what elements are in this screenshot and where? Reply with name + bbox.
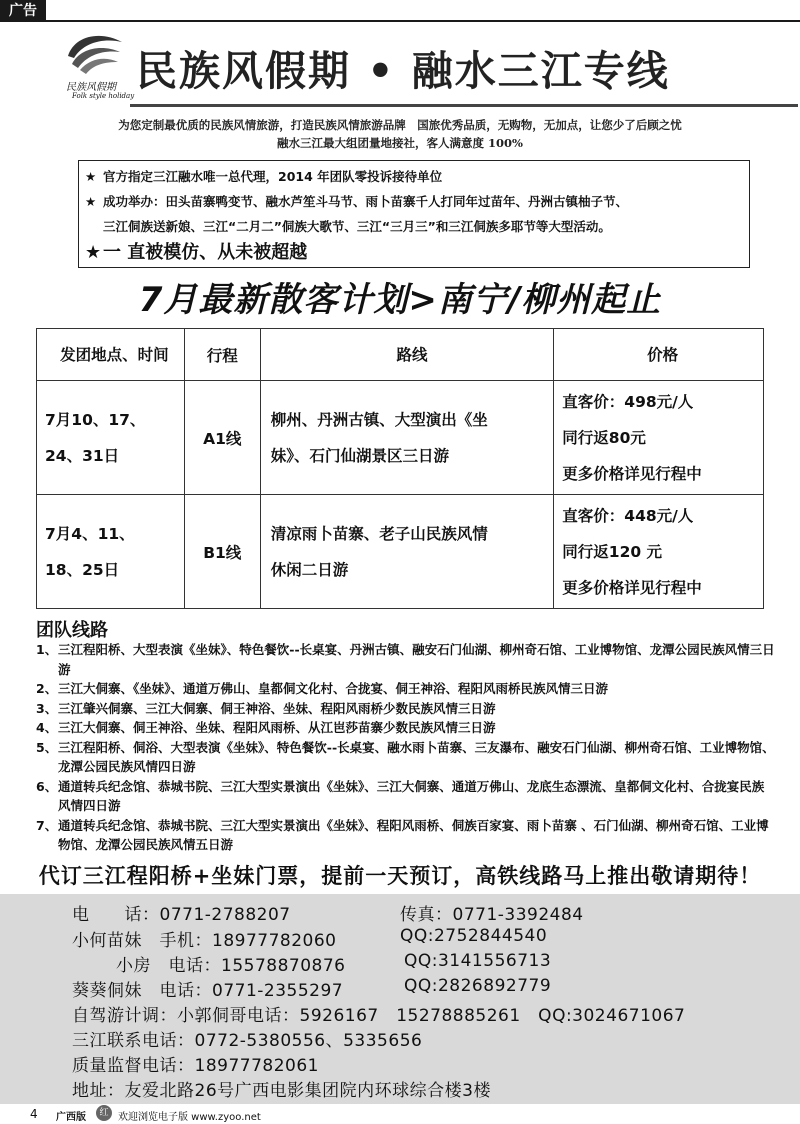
item-text: 三江程阳桥、大型表演《坐妹》、特色餐饮--长桌宴、丹洲古镇、融安石门仙湖、柳州奇石馆、工业博物馆、龙潭公园民族风情三日游: [58, 642, 775, 677]
header: [60, 28, 740, 108]
item-text: 通道转兵纪念馆、恭城书院、三江大型实景演出《坐妹》、程阳风雨桥、侗族百家宴、雨卜苗寨 、石门仙湖、柳州奇石馆、工业博物馆、龙潭公园民族风情五日游: [58, 817, 769, 852]
route-cell: [260, 381, 554, 495]
honor-text: 三江侗族送新娘、三江“二月二”侗族大歌节、三江“三月三”和三江侗族多耶节等大型活动。: [103, 219, 611, 234]
item-text: 通道转兵纪念馆、恭城书院、三江大型实景演出《坐妹》、三江大侗寨、通道万佛山、龙底生态漂流、皇都侗文化村、合拢宴民族风情四日游: [58, 778, 765, 813]
contact-panel: [0, 894, 800, 1104]
logo-en-text: Folk style holiday: [72, 92, 135, 100]
list-item: [36, 640, 776, 679]
route-line: 妹》、石门仙湖景区三日游: [270, 446, 449, 465]
promo-banner: 代订三江程阳桥+坐妹门票，提前一天预订，高铁线路马上推出敬请期待！: [38, 864, 762, 888]
page-title: 民族风假期 • 融水三江专线: [136, 47, 670, 95]
price-cell: [554, 381, 764, 495]
ad-tag-rule: [0, 20, 800, 22]
route-line: 清凉雨卜苗寨、老子山民族风情: [270, 524, 488, 543]
edition-label: 广西版: [56, 1112, 86, 1123]
honor-text: 官方指定三江融水唯一总代理，2014 年团队零投诉接待单位: [103, 169, 443, 184]
item-number: 4、: [36, 720, 58, 735]
honor-text: 一 直被模仿、从未被超越: [103, 242, 308, 263]
list-item: [36, 738, 776, 777]
item-number: 7、: [36, 817, 58, 833]
fax-line: 传真：0771-3392484: [400, 905, 584, 925]
footer: [0, 1104, 800, 1124]
wing-logo-icon: [60, 28, 130, 78]
list-item: [36, 718, 776, 738]
tagline: [68, 116, 732, 152]
date-cell: [37, 495, 185, 609]
sanjiang-line: 三江联系电话：0772-5380556、5335656: [72, 1031, 423, 1051]
team-routes-title: 团队线路: [36, 620, 108, 641]
price-line: 更多价格详见行程中: [562, 464, 702, 483]
honor-item-continued: [85, 214, 743, 239]
price-line: 直客价：498元/人: [562, 392, 694, 411]
col-header-price: 价格: [554, 329, 764, 381]
date-line: 18、25日: [45, 560, 120, 579]
date-line: 7月4、11、: [45, 524, 135, 543]
route-cell: [260, 495, 554, 609]
list-item: [36, 679, 776, 699]
table-row: [37, 381, 764, 495]
page-number: 4: [30, 1107, 38, 1121]
kui-qq-line: QQ:2826892779: [404, 976, 552, 996]
fang-qq-line: QQ:3141556713: [404, 951, 552, 971]
plan-title: 7月最新散客计划>南宁/柳州起止: [138, 280, 662, 320]
tagline-line-1: 为您定制最优质的民族风情旅游，打造民族风情旅游品牌 国旅优秀品质，无购物，无加点，让您少了后顾之忧: [118, 118, 682, 132]
honor-item: [85, 164, 743, 189]
team-routes-list: [36, 640, 776, 855]
date-line: 24、31日: [45, 446, 120, 465]
price-line: 同行返120 元: [562, 542, 663, 561]
kui-tel-line: 葵葵侗妹 电话：0771-2355297: [72, 981, 344, 1001]
item-number: 5、: [36, 739, 58, 755]
star-icon: ★: [85, 242, 102, 263]
item-number: 3、: [36, 700, 58, 716]
schedule-table: [36, 328, 764, 609]
item-text: 三江程阳桥、侗浴、大型表演《坐妹》、特色餐饮--长桌宴、融水雨卜苗寨、三友瀑布、融安石门仙湖、柳州奇石馆、工业博物馆、龙潭公园民族风情四日游: [58, 739, 775, 774]
line-cell: A1线: [184, 381, 260, 495]
item-number: 2、: [36, 681, 58, 696]
list-item: [36, 699, 776, 719]
item-number: 1、: [36, 642, 58, 657]
item-text: 三江大侗寨、侗王神浴、坐妹、程阳风雨桥、从江岜莎苗寨少数民族风情三日游: [58, 720, 496, 735]
logo-cn-text: 民族风假期: [66, 82, 116, 93]
table-header-row: [37, 329, 764, 381]
price-cell: [554, 495, 764, 609]
tagline-line-2: 融水三江最大组团量地接社，客人满意度 100%: [277, 136, 523, 150]
list-item: [36, 777, 776, 816]
col-header-date: 发团地点、时间: [37, 329, 185, 381]
col-header-line: 行程: [184, 329, 260, 381]
honors-box: [78, 160, 750, 268]
price-line: 同行返80元: [562, 428, 646, 447]
title-divider: [130, 104, 798, 107]
edition-badge-icon: 红: [96, 1105, 112, 1121]
route-line: 柳州、丹洲古镇、大型演出《坐: [270, 410, 488, 429]
address-line: 地址：友爱北路26号广西电影集团院内环球综合楼3楼: [72, 1081, 491, 1101]
tel-line: 电 话：0771-2788207: [72, 905, 291, 925]
date-cell: [37, 381, 185, 495]
date-line: 7月10、17、: [45, 410, 146, 429]
col-header-route: 路线: [260, 329, 554, 381]
honor-item: [85, 189, 743, 214]
item-text: 三江肇兴侗寨、三江大侗寨、侗王神浴、坐妹、程阳风雨桥少数民族风情三日游: [58, 700, 496, 716]
honor-item-slogan: [85, 239, 743, 267]
star-icon: ★: [85, 169, 97, 184]
he-qq-line: QQ:2752844540: [400, 926, 548, 946]
list-item: [36, 816, 776, 855]
route-line: 休闲二日游: [270, 560, 349, 579]
self-drive-line: 自驾游计调：小郭侗哥电话：5926167 15278885261 QQ:3024671067: [72, 1006, 686, 1026]
item-number: 6、: [36, 778, 58, 794]
table-row: [37, 495, 764, 609]
line-cell: B1线: [184, 495, 260, 609]
brand-logo: [60, 28, 135, 106]
star-icon: ★: [85, 194, 97, 209]
he-mobile-line: 小何苗妹 手机：18977782060: [72, 931, 337, 951]
price-line: 更多价格详见行程中: [562, 578, 702, 597]
item-text: 三江大侗寨、《坐妹》、通道万佛山、皇都侗文化村、合拢宴、侗王神浴、程阳风雨桥民族风情三日游: [58, 681, 609, 696]
ad-tag: 广告: [0, 0, 46, 22]
price-line: 直客价：448元/人: [562, 506, 694, 525]
website-link[interactable]: 欢迎浏览电子版 www.zyoo.net: [118, 1112, 261, 1123]
fang-tel-line: 小房 电话：15578870876: [116, 956, 346, 976]
quality-line: 质量监督电话：18977782061: [72, 1056, 319, 1076]
honor-text: 成功举办：田头苗寨鸭变节、融水芦笙斗马节、雨卜苗寨千人打同年过苗年、丹洲古镇柚子节、: [103, 194, 629, 209]
